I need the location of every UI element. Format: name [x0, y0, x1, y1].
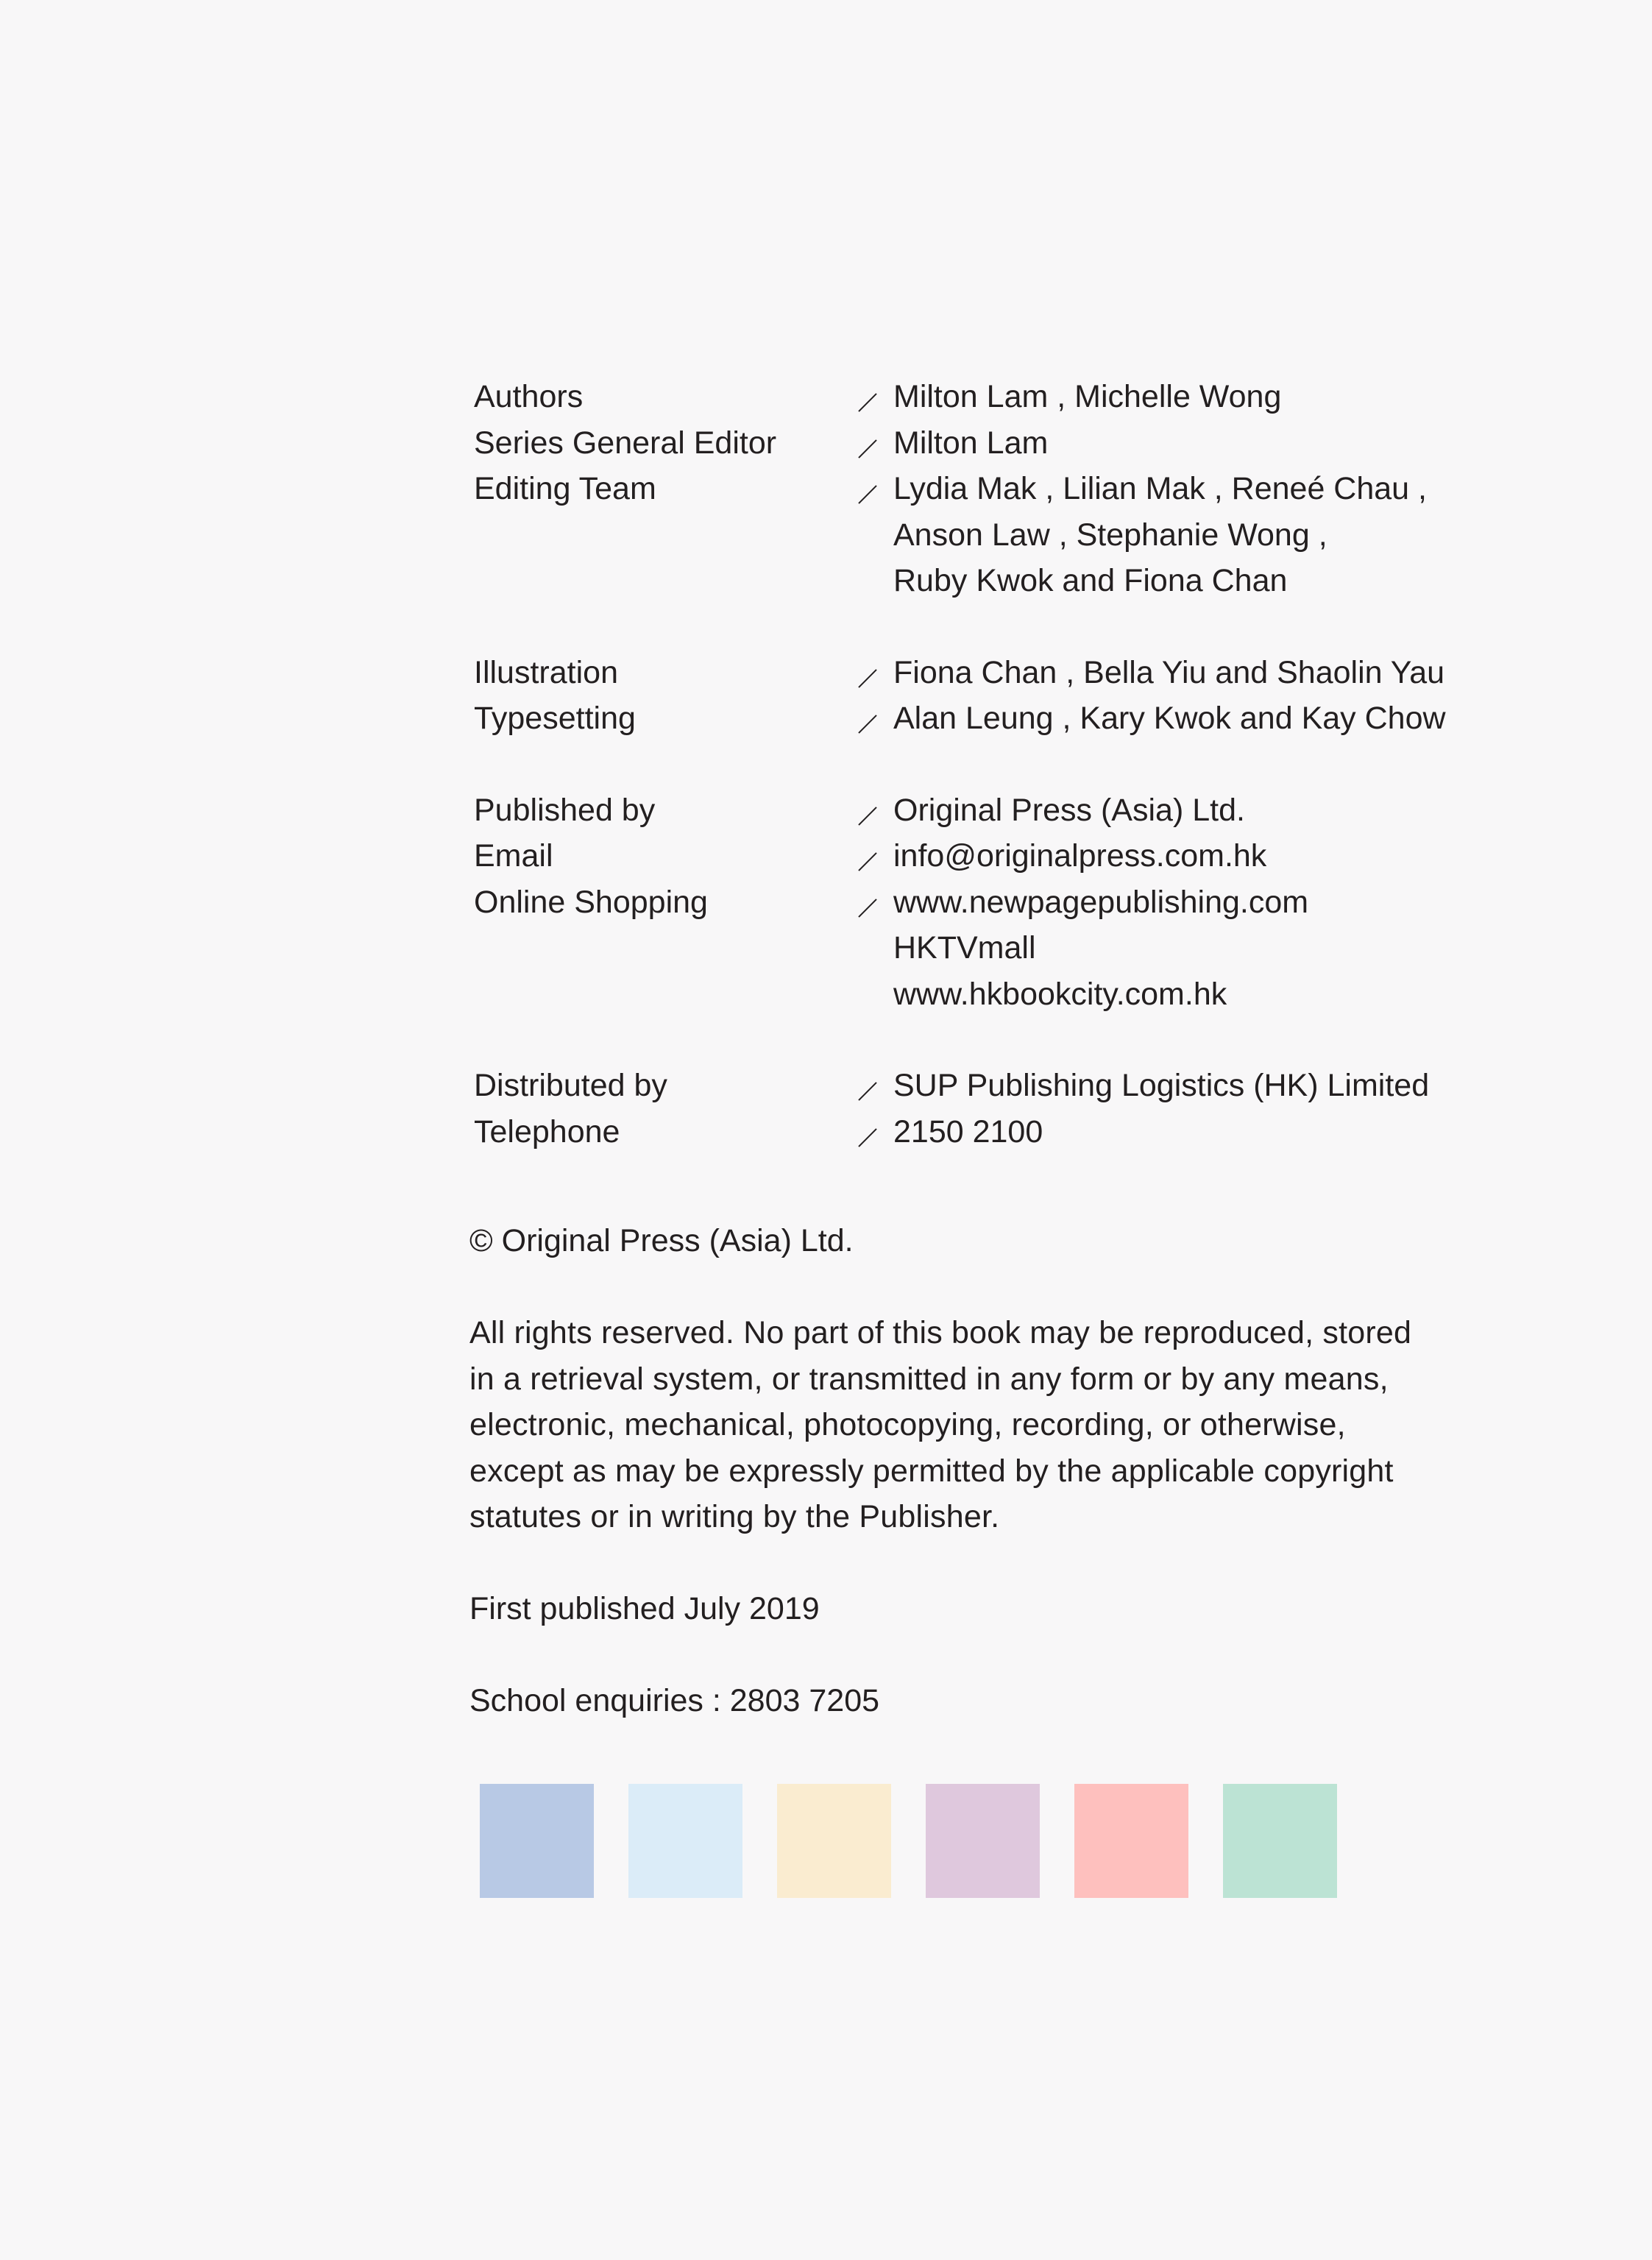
- credit-label: Editing Team: [474, 471, 656, 506]
- school-enquiries: School enquiries : 2803 7205: [469, 1683, 880, 1718]
- credit-label: Typesetting: [474, 701, 636, 736]
- credit-row-series-general-editor: [474, 420, 1504, 467]
- credit-label: Online Shopping: [474, 884, 708, 920]
- credit-value: Original Press (Asia) Ltd.: [893, 792, 1245, 828]
- credit-label: Illustration: [474, 654, 618, 690]
- color-swatch-blue: [480, 1784, 594, 1898]
- credit-value: Milton Lam: [893, 425, 1049, 461]
- color-swatch-lilac: [926, 1784, 1040, 1898]
- credit-row-email: [474, 833, 1504, 879]
- color-swatch-pink: [1074, 1784, 1188, 1898]
- credit-row-online-shopping: [474, 879, 1504, 1018]
- credit-label: Distributed by: [474, 1068, 667, 1103]
- credit-label: Authors: [474, 379, 584, 414]
- credit-value: info@originalpress.com.hk: [893, 838, 1267, 874]
- rights-line: in a retrieval system, or transmitted in any form or by any means,: [469, 1361, 1389, 1397]
- credit-value: www.newpagepublishing.com: [893, 884, 1309, 920]
- credits-group-distribution: [474, 1063, 1504, 1155]
- credit-label: Published by: [474, 792, 656, 828]
- copyright-notice: © Original Press (Asia) Ltd.: [469, 1223, 854, 1258]
- credit-label: Telephone: [474, 1113, 620, 1150]
- credit-row-illustration: [474, 650, 1504, 696]
- credits-group-artwork: [474, 650, 1504, 742]
- color-swatch-light-blue: [628, 1784, 742, 1898]
- credits-group-editorial: [474, 374, 1504, 604]
- credit-value: SUP Publishing Logistics (HK) Limited: [893, 1068, 1430, 1103]
- credit-value: Ruby Kwok and Fiona Chan: [893, 563, 1288, 598]
- credit-value: www.hkbookcity.com.hk: [893, 976, 1227, 1012]
- rights-line: statutes or in writing by the Publisher.: [469, 1499, 1000, 1534]
- credit-label: Email: [474, 838, 553, 874]
- credit-value: Alan Leung , Kary Kwok and Kay Chow: [893, 701, 1446, 736]
- color-swatch-row: [480, 1784, 1337, 1898]
- rights-line: All rights reserved. No part of this book may be reproduced, stored: [469, 1315, 1412, 1350]
- credit-value: Milton Lam , Michelle Wong: [893, 379, 1282, 414]
- credit-row-typesetting: [474, 695, 1504, 742]
- credit-row-distributed-by: [474, 1063, 1504, 1109]
- credit-row-authors: [474, 374, 1504, 420]
- credit-value: Anson Law , Stephanie Wong ,: [893, 517, 1327, 553]
- credit-row-editing-team: [474, 466, 1504, 604]
- rights-line: electronic, mechanical, photocopying, recording, or otherwise,: [469, 1407, 1346, 1442]
- credit-row-published-by: [474, 787, 1504, 834]
- rights-line: except as may be expressly permitted by the applicable copyright: [469, 1453, 1394, 1489]
- credit-row-telephone: [474, 1109, 1504, 1155]
- first-published-date: First published July 2019: [469, 1591, 820, 1626]
- color-swatch-mint: [1223, 1784, 1337, 1898]
- credits-group-publisher: [474, 787, 1504, 1018]
- credit-value: Fiona Chan , Bella Yiu and Shaolin Yau: [893, 654, 1445, 690]
- rights-reserved-paragraph: [469, 1310, 1441, 1540]
- credit-value: 2150 2100: [893, 1113, 1043, 1150]
- credit-value: Lydia Mak , Lilian Mak , Reneé Chau ,: [893, 471, 1427, 506]
- credits-block: [474, 374, 1504, 1200]
- color-swatch-cream: [777, 1784, 891, 1898]
- credit-label: Series General Editor: [474, 425, 777, 461]
- credit-value: HKTVmall: [893, 930, 1036, 966]
